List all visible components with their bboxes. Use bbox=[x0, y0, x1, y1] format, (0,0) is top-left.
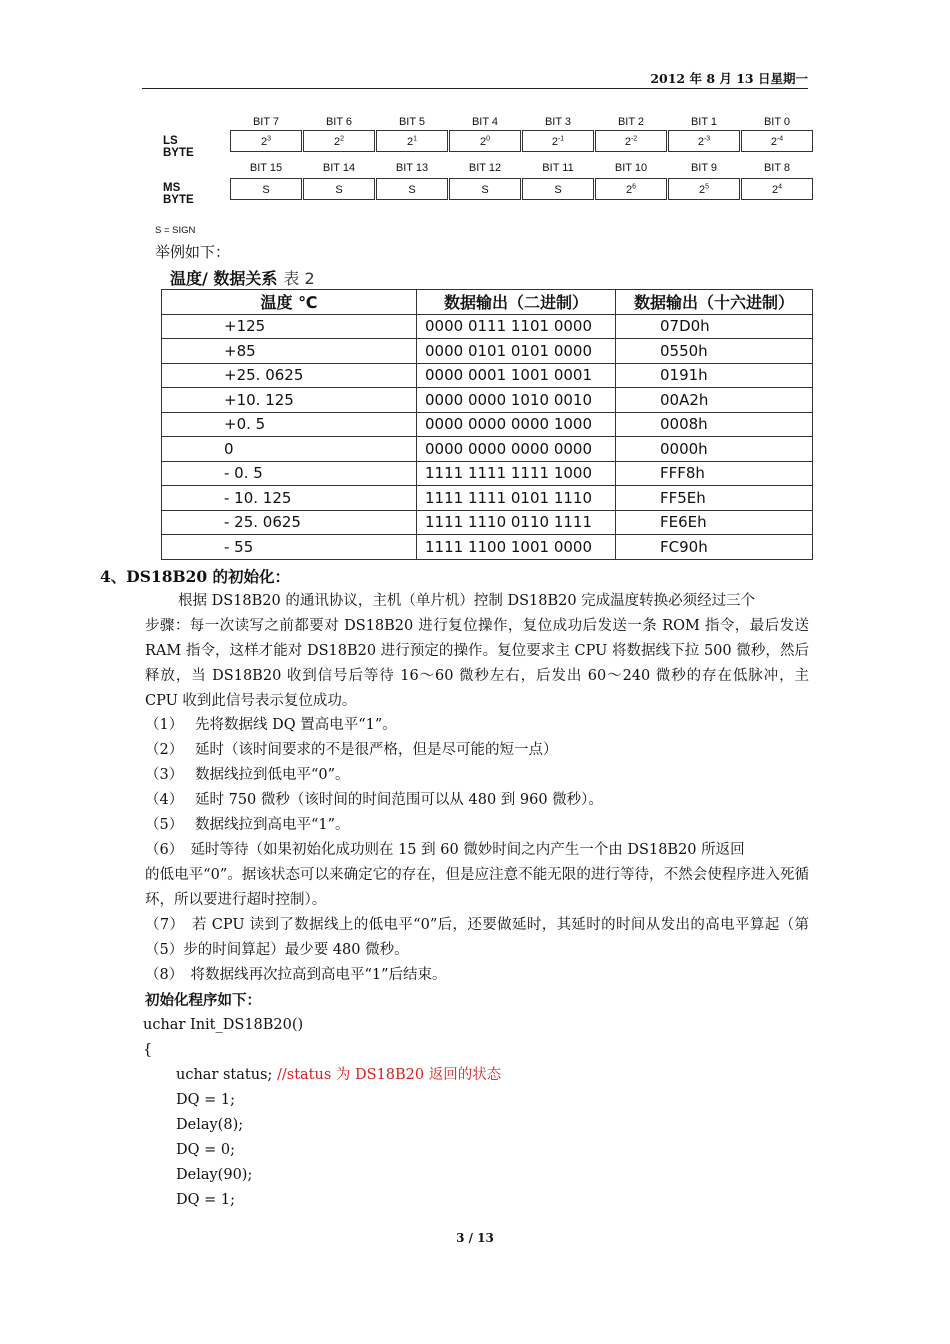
ms-bit-cell bbox=[303, 178, 375, 200]
header-temperature: 温度 ℃ bbox=[162, 290, 417, 315]
bit-base: 2 bbox=[624, 136, 631, 148]
bit-exponent: 2 bbox=[340, 135, 345, 143]
ls-bit-cell bbox=[595, 130, 667, 152]
binary-cell: 1111 1110 0110 1111 bbox=[417, 510, 616, 535]
bit-base: 2 bbox=[406, 136, 414, 148]
ms-bit-header: BIT 14 bbox=[322, 162, 356, 174]
ls-bit-header: BIT 4 bbox=[471, 116, 499, 128]
temperature-cell: - 55 bbox=[162, 535, 417, 560]
table-row bbox=[162, 363, 813, 388]
temperature-cell: +25. 0625 bbox=[162, 363, 417, 388]
ms-bit-header: BIT 11 bbox=[542, 162, 574, 174]
temperature-data-table bbox=[161, 289, 813, 560]
table-tag: 表 2 bbox=[283, 269, 315, 288]
code-line: DQ = 1; bbox=[176, 1092, 235, 1108]
ls-bit-cell bbox=[522, 130, 594, 152]
bit-base: 2 bbox=[770, 136, 777, 148]
ms-bit-header: BIT 12 bbox=[468, 162, 502, 174]
intro-paragraph bbox=[145, 589, 809, 714]
page-number: 3 / 13 bbox=[456, 1231, 494, 1245]
hex-cell: FFF8h bbox=[616, 461, 813, 486]
temperature-cell: +10. 125 bbox=[162, 388, 417, 413]
bit-base: 2 bbox=[551, 136, 558, 148]
ls-bit-cell bbox=[741, 130, 813, 152]
page-header bbox=[142, 66, 808, 89]
ls-bit-header: BIT 6 bbox=[325, 116, 353, 128]
bit-base: S bbox=[408, 184, 416, 196]
table-row bbox=[162, 486, 813, 511]
step-number: （2） bbox=[145, 742, 184, 758]
section-title: 4、DS18B20 的初始化： bbox=[100, 567, 291, 586]
ms-byte-label: MS BYTE bbox=[163, 182, 194, 206]
table-row bbox=[162, 535, 813, 560]
bit-base: 2 bbox=[771, 184, 779, 196]
hex-cell: 0000h bbox=[616, 437, 813, 462]
binary-cell: 1111 1111 1111 1000 bbox=[417, 461, 616, 486]
bit-base: 2 bbox=[625, 184, 633, 196]
code-decl-text: uchar status; bbox=[176, 1067, 273, 1083]
binary-cell: 1111 1111 0101 1110 bbox=[417, 486, 616, 511]
ms-bit-cell bbox=[668, 178, 740, 200]
table-row bbox=[162, 314, 813, 339]
bit-base: 2 bbox=[697, 136, 704, 148]
ls-bit-header: BIT 1 bbox=[690, 116, 718, 128]
binary-cell: 0000 0000 1010 0010 bbox=[417, 388, 616, 413]
hex-cell: 0008h bbox=[616, 412, 813, 437]
binary-cell: 0000 0111 1101 0000 bbox=[417, 314, 616, 339]
code-decl bbox=[176, 1063, 501, 1088]
step-item bbox=[145, 738, 809, 763]
ms-bit-cell bbox=[449, 178, 521, 200]
binary-cell: 0000 0001 1001 0001 bbox=[417, 363, 616, 388]
code-open-brace: { bbox=[143, 1042, 153, 1058]
code-line: DQ = 1; bbox=[176, 1192, 235, 1208]
temperature-cell: - 0. 5 bbox=[162, 461, 417, 486]
table-row bbox=[162, 339, 813, 364]
table-row bbox=[162, 510, 813, 535]
step-number: （1） bbox=[145, 717, 184, 733]
bit-exponent: 6 bbox=[632, 183, 637, 191]
temperature-cell: - 25. 0625 bbox=[162, 510, 417, 535]
ls-bit-header: BIT 5 bbox=[398, 116, 426, 128]
step-6 bbox=[145, 838, 809, 913]
bit-exponent: -2 bbox=[630, 135, 638, 143]
bit-base: S bbox=[481, 184, 489, 196]
ms-bit-cell bbox=[230, 178, 302, 200]
hex-cell: 07D0h bbox=[616, 314, 813, 339]
step-number: （5） bbox=[145, 817, 184, 833]
code-line: Delay(90); bbox=[176, 1167, 253, 1183]
ms-bit-header: BIT 9 bbox=[690, 162, 718, 174]
step-item bbox=[145, 788, 809, 813]
bit-base: 2 bbox=[698, 184, 706, 196]
ls-byte-label: LS BYTE bbox=[163, 135, 194, 159]
step-text: 数据线拉到高电平“1”。 bbox=[195, 817, 350, 833]
example-text: 举例如下： bbox=[155, 243, 231, 261]
step-item bbox=[145, 713, 809, 738]
bit-exponent: -1 bbox=[557, 135, 565, 143]
temperature-cell: 0 bbox=[162, 437, 417, 462]
ls-bit-header: BIT 3 bbox=[544, 116, 572, 128]
code-signature: uchar Init_DS18B20() bbox=[143, 1017, 304, 1033]
step-text: 数据线拉到低电平“0”。 bbox=[195, 767, 350, 783]
ms-bit-header: BIT 15 bbox=[249, 162, 283, 174]
step-text: 延时 750 微秒（该时间的时间范围可以从 480 到 960 微秒）。 bbox=[195, 792, 603, 808]
hex-cell: FC90h bbox=[616, 535, 813, 560]
step-text: 先将数据线 DQ 置高电平“1”。 bbox=[195, 717, 397, 733]
header-hex: 数据输出（十六进制） bbox=[616, 290, 813, 315]
step-6-first: （6） 延时等待（如果初始化成功则在 15 到 60 微妙时间之内产生一个由 DS18B20 所返回 bbox=[145, 842, 745, 858]
bit-exponent: -4 bbox=[776, 135, 784, 143]
temperature-cell: +125 bbox=[162, 314, 417, 339]
intro-first-line: 根据 DS18B20 的通讯协议，主机（单片机）控制 DS18B20 完成温度转换必须经过三个 bbox=[178, 593, 756, 609]
sign-note: S = SIGN bbox=[155, 225, 196, 236]
ls-bit-cell bbox=[230, 130, 302, 152]
hex-cell: FE6Eh bbox=[616, 510, 813, 535]
code-line: Delay(8); bbox=[176, 1117, 244, 1133]
ms-bit-header: BIT 13 bbox=[395, 162, 429, 174]
step-6-rest: 的低电平“0”。据该状态可以来确定它的存在，但是应注意不能无限的进行等待，不然会使程序进入死循环，所以要进行超时控制）。 bbox=[145, 867, 809, 908]
bit-base: 2 bbox=[260, 136, 268, 148]
step-text: 延时（该时间要求的不是很严格，但是尽可能的短一点） bbox=[195, 742, 558, 758]
bit-base: S bbox=[262, 184, 270, 196]
program-title: 初始化程序如下： bbox=[145, 992, 261, 1009]
binary-cell: 0000 0101 0101 0000 bbox=[417, 339, 616, 364]
ms-bit-cell bbox=[522, 178, 594, 200]
ls-bit-header: BIT 2 bbox=[617, 116, 645, 128]
step-7: （7） 若 CPU 读到了数据线上的低电平“0”后，还要做延时，其延时的时间从发出的高电平算起（第（5）步的时间算起）最少要 480 微秒。 bbox=[145, 917, 809, 958]
table-title bbox=[170, 266, 315, 289]
binary-cell: 1111 1100 1001 0000 bbox=[417, 535, 616, 560]
hex-cell: 0191h bbox=[616, 363, 813, 388]
binary-cell: 0000 0000 0000 1000 bbox=[417, 412, 616, 437]
step-item bbox=[145, 763, 809, 788]
header-date: 2012 年 8 月 13 日星期一 bbox=[650, 71, 808, 86]
temperature-cell: +85 bbox=[162, 339, 417, 364]
table-row bbox=[162, 461, 813, 486]
ls-bit-header: BIT 7 bbox=[252, 116, 280, 128]
bit-exponent: 3 bbox=[267, 135, 272, 143]
table-header-row bbox=[162, 290, 813, 315]
ms-bit-cell bbox=[595, 178, 667, 200]
table-row bbox=[162, 388, 813, 413]
bit-base: 2 bbox=[333, 136, 341, 148]
binary-cell: 0000 0000 0000 0000 bbox=[417, 437, 616, 462]
step-8: （8） 将数据线再次拉高到高电平“1”后结束。 bbox=[145, 967, 447, 983]
ms-bit-cell bbox=[376, 178, 448, 200]
ls-bit-header: BIT 0 bbox=[763, 116, 791, 128]
ms-bit-header: BIT 10 bbox=[614, 162, 648, 174]
temperature-cell: - 10. 125 bbox=[162, 486, 417, 511]
bit-base: 2 bbox=[479, 136, 487, 148]
bit-exponent: 1 bbox=[413, 135, 418, 143]
ls-bit-cell bbox=[668, 130, 740, 152]
ms-bit-cell bbox=[741, 178, 813, 200]
table-title-text: 温度/ 数据关系 bbox=[170, 269, 278, 288]
table-row bbox=[162, 412, 813, 437]
bit-base: S bbox=[335, 184, 343, 196]
intro-rest: 步骤：每一次读写之前都要对 DS18B20 进行复位操作，复位成功后发送一条 ROM 指令，最后发送 RAM 指令，这样才能对 DS18B20 进行预定的操作。复位要求主 CPU 将数据线下拉 500 微秒，然后释放，当 DS18B20 收到信号后等待 16～60 微秒左右，后发出 60～240 微秒的存在低脉冲，主 CPU 收到此信号表示复位成功。 bbox=[145, 618, 809, 709]
hex-cell: FF5Eh bbox=[616, 486, 813, 511]
ls-bit-cell bbox=[449, 130, 521, 152]
ls-bit-cell bbox=[376, 130, 448, 152]
step-number: （4） bbox=[145, 792, 184, 808]
bit-exponent: 0 bbox=[486, 135, 491, 143]
code-line: DQ = 0; bbox=[176, 1142, 235, 1158]
table-row bbox=[162, 437, 813, 462]
bit-base: S bbox=[554, 184, 562, 196]
step-number: （3） bbox=[145, 767, 184, 783]
bit-exponent: -3 bbox=[703, 135, 711, 143]
bit-exponent: 5 bbox=[705, 183, 710, 191]
code-comment: //status 为 DS18B20 返回的状态 bbox=[277, 1067, 502, 1083]
header-binary: 数据输出（二进制） bbox=[417, 290, 616, 315]
temperature-cell: +0. 5 bbox=[162, 412, 417, 437]
hex-cell: 0550h bbox=[616, 339, 813, 364]
ls-bit-cell bbox=[303, 130, 375, 152]
hex-cell: 00A2h bbox=[616, 388, 813, 413]
bit-exponent: 4 bbox=[778, 183, 783, 191]
ms-bit-header: BIT 8 bbox=[763, 162, 791, 174]
step-item bbox=[145, 813, 809, 838]
